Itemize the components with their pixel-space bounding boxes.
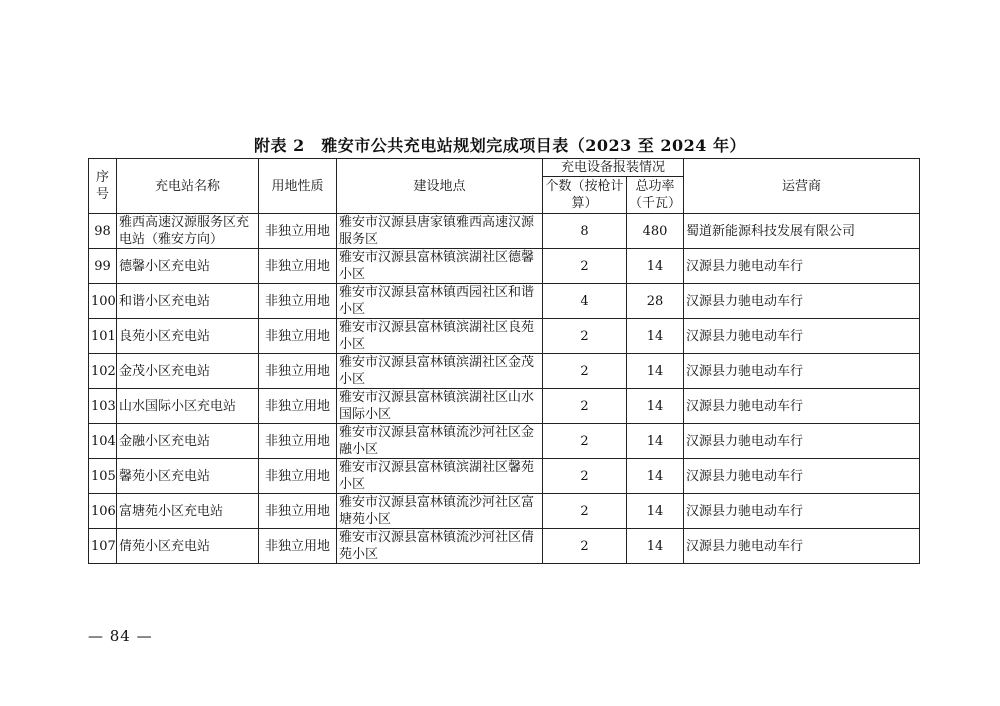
- cell-power: 14: [627, 389, 684, 424]
- cell-land: 非独立用地: [259, 284, 337, 319]
- cell-name: 金融小区充电站: [117, 424, 259, 459]
- cell-land: 非独立用地: [259, 494, 337, 529]
- cell-count: 2: [543, 459, 627, 494]
- cell-count: 8: [543, 214, 627, 249]
- cell-name: 良苑小区充电站: [117, 319, 259, 354]
- cell-location: 雅安市汉源县富林镇滨湖社区山水国际小区: [337, 389, 543, 424]
- cell-no: 99: [89, 249, 117, 284]
- table-row: [89, 284, 920, 319]
- cell-power: 14: [627, 319, 684, 354]
- header-name: 充电站名称: [117, 159, 259, 214]
- cell-no: 101: [89, 319, 117, 354]
- cell-no: 106: [89, 494, 117, 529]
- cell-name: 雅西高速汉源服务区充电站（雅安方向）: [117, 214, 259, 249]
- cell-land: 非独立用地: [259, 389, 337, 424]
- cell-no: 100: [89, 284, 117, 319]
- cell-power: 480: [627, 214, 684, 249]
- cell-operator: 汉源县力驰电动车行: [684, 459, 920, 494]
- cell-no: 102: [89, 354, 117, 389]
- table-row: [89, 529, 920, 564]
- cell-count: 2: [543, 529, 627, 564]
- header-location: 建设地点: [337, 159, 543, 214]
- cell-operator: 汉源县力驰电动车行: [684, 494, 920, 529]
- cell-operator: 汉源县力驰电动车行: [684, 319, 920, 354]
- header-operator: 运营商: [684, 159, 920, 214]
- cell-count: 2: [543, 494, 627, 529]
- cell-no: 98: [89, 214, 117, 249]
- cell-name: 山水国际小区充电站: [117, 389, 259, 424]
- table-row: [89, 459, 920, 494]
- cell-land: 非独立用地: [259, 424, 337, 459]
- table-row: [89, 214, 920, 249]
- cell-no: 107: [89, 529, 117, 564]
- cell-count: 2: [543, 354, 627, 389]
- cell-name: 德馨小区充电站: [117, 249, 259, 284]
- cell-power: 14: [627, 459, 684, 494]
- cell-location: 雅安市汉源县富林镇滨湖社区良苑小区: [337, 319, 543, 354]
- project-table: [88, 158, 920, 564]
- cell-location: 雅安市汉源县富林镇流沙河社区富塘苑小区: [337, 494, 543, 529]
- cell-no: 104: [89, 424, 117, 459]
- cell-location: 雅安市汉源县唐家镇雅西高速汉源服务区: [337, 214, 543, 249]
- table-title: 附表 2 雅安市公共充电站规划完成项目表（2023 至 2024 年）: [254, 136, 746, 155]
- cell-count: 2: [543, 319, 627, 354]
- cell-operator: 汉源县力驰电动车行: [684, 424, 920, 459]
- table-row: [89, 424, 920, 459]
- header-power: 总功率（千瓦）: [627, 177, 684, 214]
- cell-operator: 汉源县力驰电动车行: [684, 529, 920, 564]
- page-number: — 84 —: [88, 627, 153, 645]
- table-row: [89, 249, 920, 284]
- cell-operator: 汉源县力驰电动车行: [684, 354, 920, 389]
- table-row: [89, 354, 920, 389]
- cell-power: 14: [627, 424, 684, 459]
- cell-land: 非独立用地: [259, 214, 337, 249]
- cell-land: 非独立用地: [259, 529, 337, 564]
- header-count: 个数（按枪计算）: [543, 177, 627, 214]
- cell-power: 14: [627, 354, 684, 389]
- cell-operator: 蜀道新能源科技发展有限公司: [684, 214, 920, 249]
- cell-operator: 汉源县力驰电动车行: [684, 284, 920, 319]
- cell-power: 14: [627, 249, 684, 284]
- cell-count: 4: [543, 284, 627, 319]
- header-equipment-group: 充电设备报装情况: [543, 159, 684, 177]
- cell-name: 倩苑小区充电站: [117, 529, 259, 564]
- cell-operator: 汉源县力驰电动车行: [684, 389, 920, 424]
- cell-count: 2: [543, 424, 627, 459]
- cell-count: 2: [543, 389, 627, 424]
- table-row: [89, 494, 920, 529]
- table-body: [89, 214, 920, 564]
- cell-land: 非独立用地: [259, 354, 337, 389]
- cell-land: 非独立用地: [259, 459, 337, 494]
- cell-operator: 汉源县力驰电动车行: [684, 249, 920, 284]
- cell-power: 28: [627, 284, 684, 319]
- cell-name: 富塘苑小区充电站: [117, 494, 259, 529]
- cell-land: 非独立用地: [259, 249, 337, 284]
- header-land: 用地性质: [259, 159, 337, 214]
- cell-location: 雅安市汉源县富林镇滨湖社区金茂小区: [337, 354, 543, 389]
- cell-location: 雅安市汉源县富林镇滨湖社区德馨小区: [337, 249, 543, 284]
- cell-location: 雅安市汉源县富林镇西园社区和谐小区: [337, 284, 543, 319]
- cell-power: 14: [627, 529, 684, 564]
- cell-no: 105: [89, 459, 117, 494]
- table-row: [89, 319, 920, 354]
- cell-location: 雅安市汉源县富林镇流沙河社区倩苑小区: [337, 529, 543, 564]
- cell-name: 馨苑小区充电站: [117, 459, 259, 494]
- cell-power: 14: [627, 494, 684, 529]
- cell-location: 雅安市汉源县富林镇流沙河社区金融小区: [337, 424, 543, 459]
- cell-name: 金茂小区充电站: [117, 354, 259, 389]
- cell-location: 雅安市汉源县富林镇滨湖社区馨苑小区: [337, 459, 543, 494]
- cell-no: 103: [89, 389, 117, 424]
- table-row: [89, 389, 920, 424]
- cell-name: 和谐小区充电站: [117, 284, 259, 319]
- cell-land: 非独立用地: [259, 319, 337, 354]
- cell-count: 2: [543, 249, 627, 284]
- header-no: 序号: [89, 159, 117, 214]
